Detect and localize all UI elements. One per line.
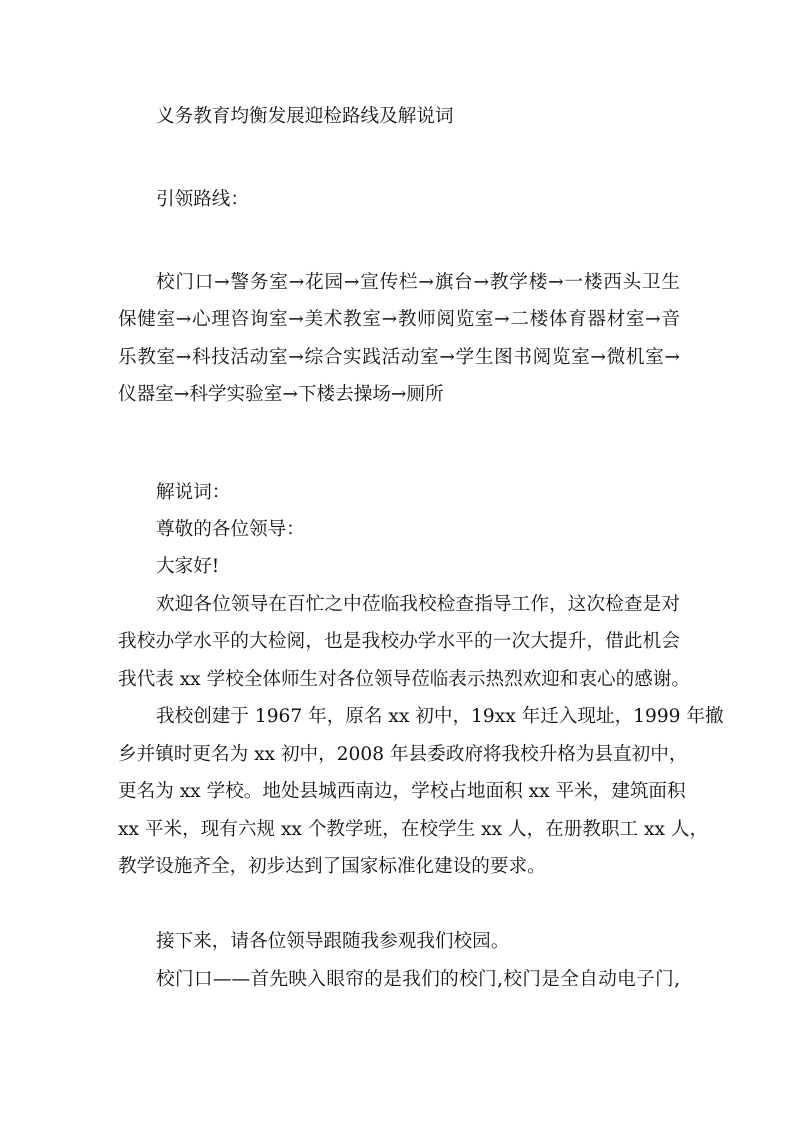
paragraph-line: 我校创建于 1967 年，原名 xx 初中，19xx 年迁入现址，1999 年撤 [156,706,724,727]
paragraph-line: 我代表 xx 学校全体师生对各位领导莅临表示热烈欢迎和衷心的感谢。 [118,669,691,690]
paragraph-line: 欢迎各位领导在百忙之中莅临我校检查指导工作，这次检查是对 [156,594,680,615]
greeting: 尊敬的各位领导： [156,519,305,540]
paragraph-line: 接下来，请各位领导跟随我参观我们校园。 [156,931,510,952]
paragraph-line: xx 平米，现有六规 xx 个教学班，在校学生 xx 人，在册教职工 xx 人， [118,819,709,840]
route-line: 保健室→心理咨询室→美术教室→教师阅览室→二楼体育器材室→音 [118,309,680,330]
paragraph-line: 更名为 xx 学校。地处县城西南边，学校占地面积 xx 平米，建筑面积 [118,781,686,802]
route-heading: 引领路线： [156,189,249,210]
route-line: 乐教室→科技活动室→综合实践活动室→学生图书阅览室→微机室→ [118,347,680,368]
paragraph-line: 我校办学水平的大检阅，也是我校办学水平的一次大提升，借此机会 [118,631,680,652]
route-line: 校门口→警务室→花园→宣传栏→旗台→教学楼→一楼西头卫生 [156,272,680,293]
document-title: 义务教育均衡发展迎检路线及解说词 [156,106,454,127]
route-line: 仪器室→科学实验室→下楼去操场→厕所 [118,384,444,405]
hello: 大家好! [156,556,220,577]
paragraph-line: 校门口——首先映入眼帘的是我们的校门,校门是全自动电子门, [156,969,680,990]
paragraph-line: 乡并镇时更名为 xx 初中，2008 年县委政府将我校升格为县直初中， [118,744,688,765]
speech-heading: 解说词： [156,482,231,503]
paragraph-line: 教学设施齐全，初步达到了国家标准化建设的要求。 [118,856,546,877]
